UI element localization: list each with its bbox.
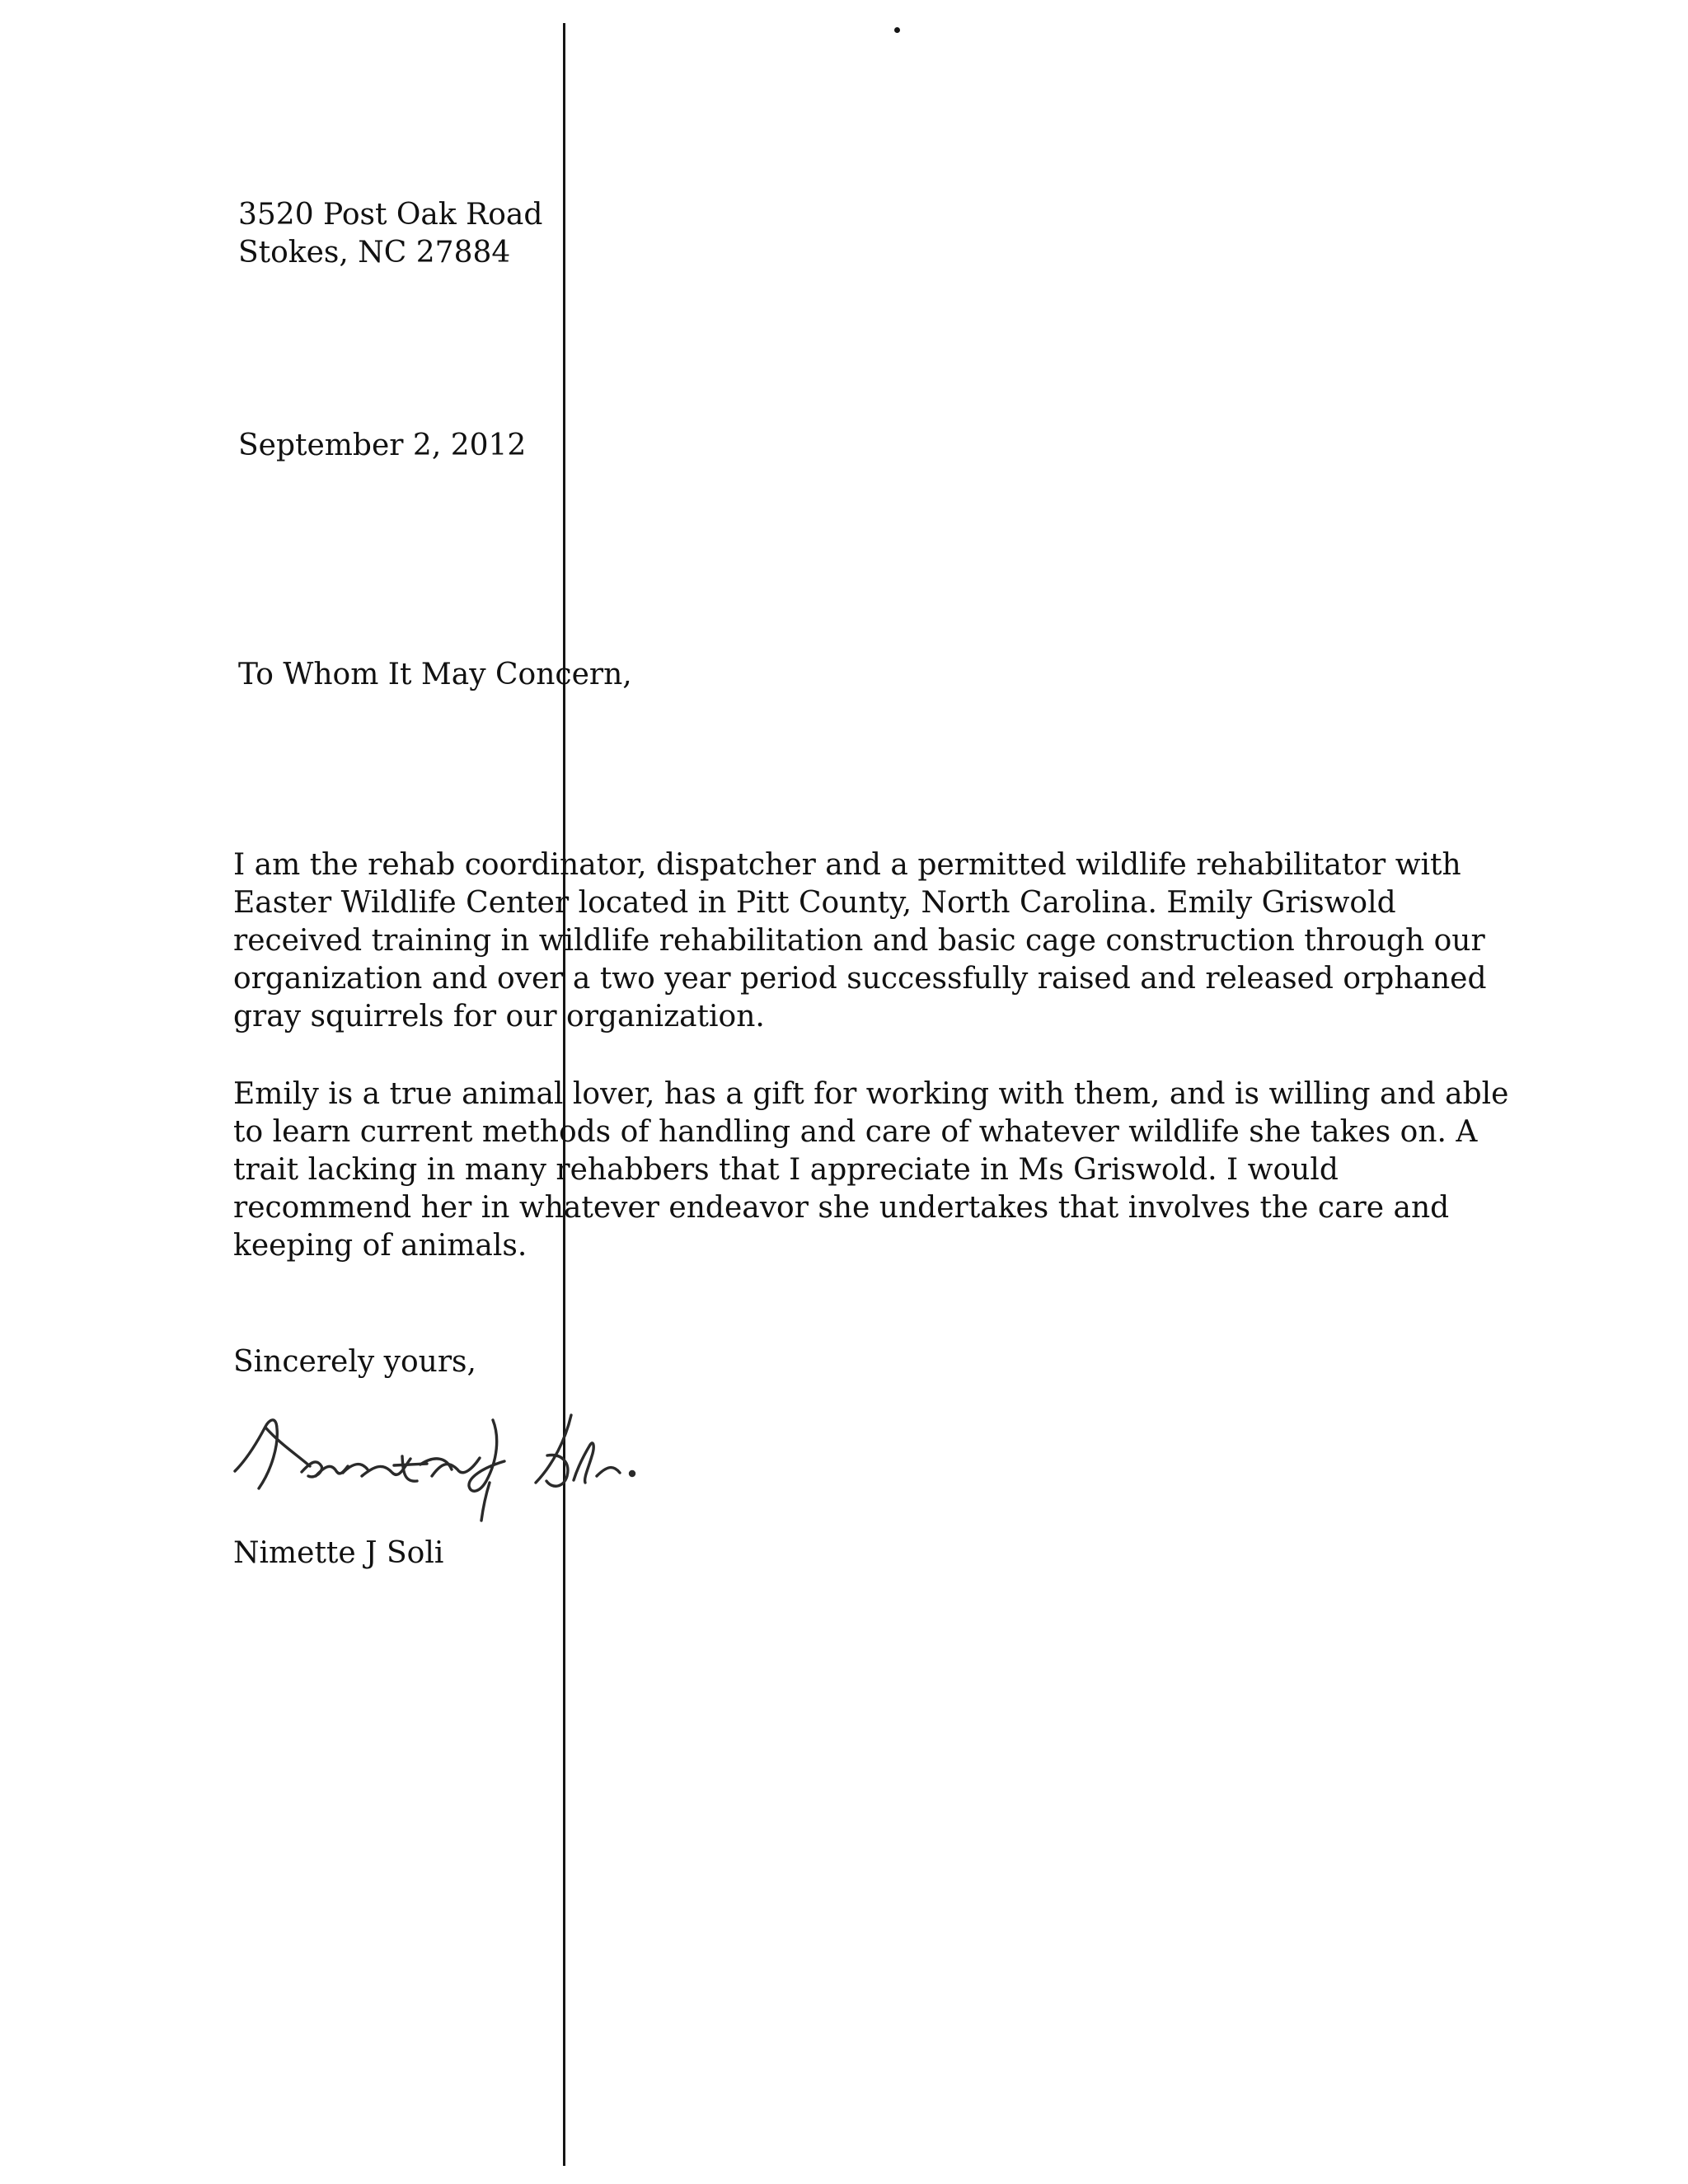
- sender-address: [238, 196, 542, 272]
- signer-name: Nimette J Soli: [233, 1536, 444, 1570]
- letter-paragraph-2: [233, 1076, 1508, 1265]
- paragraph-line: organization and over a two year period successfully raised and released orphaned: [233, 962, 1487, 996]
- letter-salutation: To Whom It May Concern,: [238, 658, 632, 691]
- scan-artifact-dot: [894, 27, 900, 33]
- paragraph-line: Easter Wildlife Center located in Pitt County, North Carolina. Emily Griswold: [233, 886, 1396, 920]
- address-line-street: 3520 Post Oak Road: [238, 198, 543, 232]
- paragraph-line: keeping of animals.: [233, 1229, 528, 1263]
- paragraph-line: recommend her in whatever endeavor she undertakes that involves the care and: [233, 1191, 1450, 1225]
- paragraph-line: to learn current methods of handling and care of whatever wildlife she takes on. A: [233, 1115, 1478, 1149]
- paragraph-line: received training in wildlife rehabilitation and basic cage construction through our: [233, 924, 1485, 958]
- handwritten-signature: [198, 1397, 692, 1533]
- paragraph-line: gray squirrels for our organization.: [233, 1000, 765, 1033]
- paragraph-line: Emily is a true animal lover, has a gift for working with them, and is willing and able: [233, 1077, 1509, 1111]
- letter-date: September 2, 2012: [238, 429, 527, 462]
- paragraph-line: trait lacking in many rehabbers that I appreciate in Ms Griswold. I would: [233, 1153, 1339, 1187]
- letter-paragraph-1: [233, 846, 1487, 1036]
- paragraph-line: I am the rehab coordinator, dispatcher and a permitted wildlife rehabilitator with: [233, 848, 1461, 882]
- address-line-city: Stokes, NC 27884: [238, 236, 511, 269]
- letter-closing: Sincerely yours,: [233, 1345, 476, 1379]
